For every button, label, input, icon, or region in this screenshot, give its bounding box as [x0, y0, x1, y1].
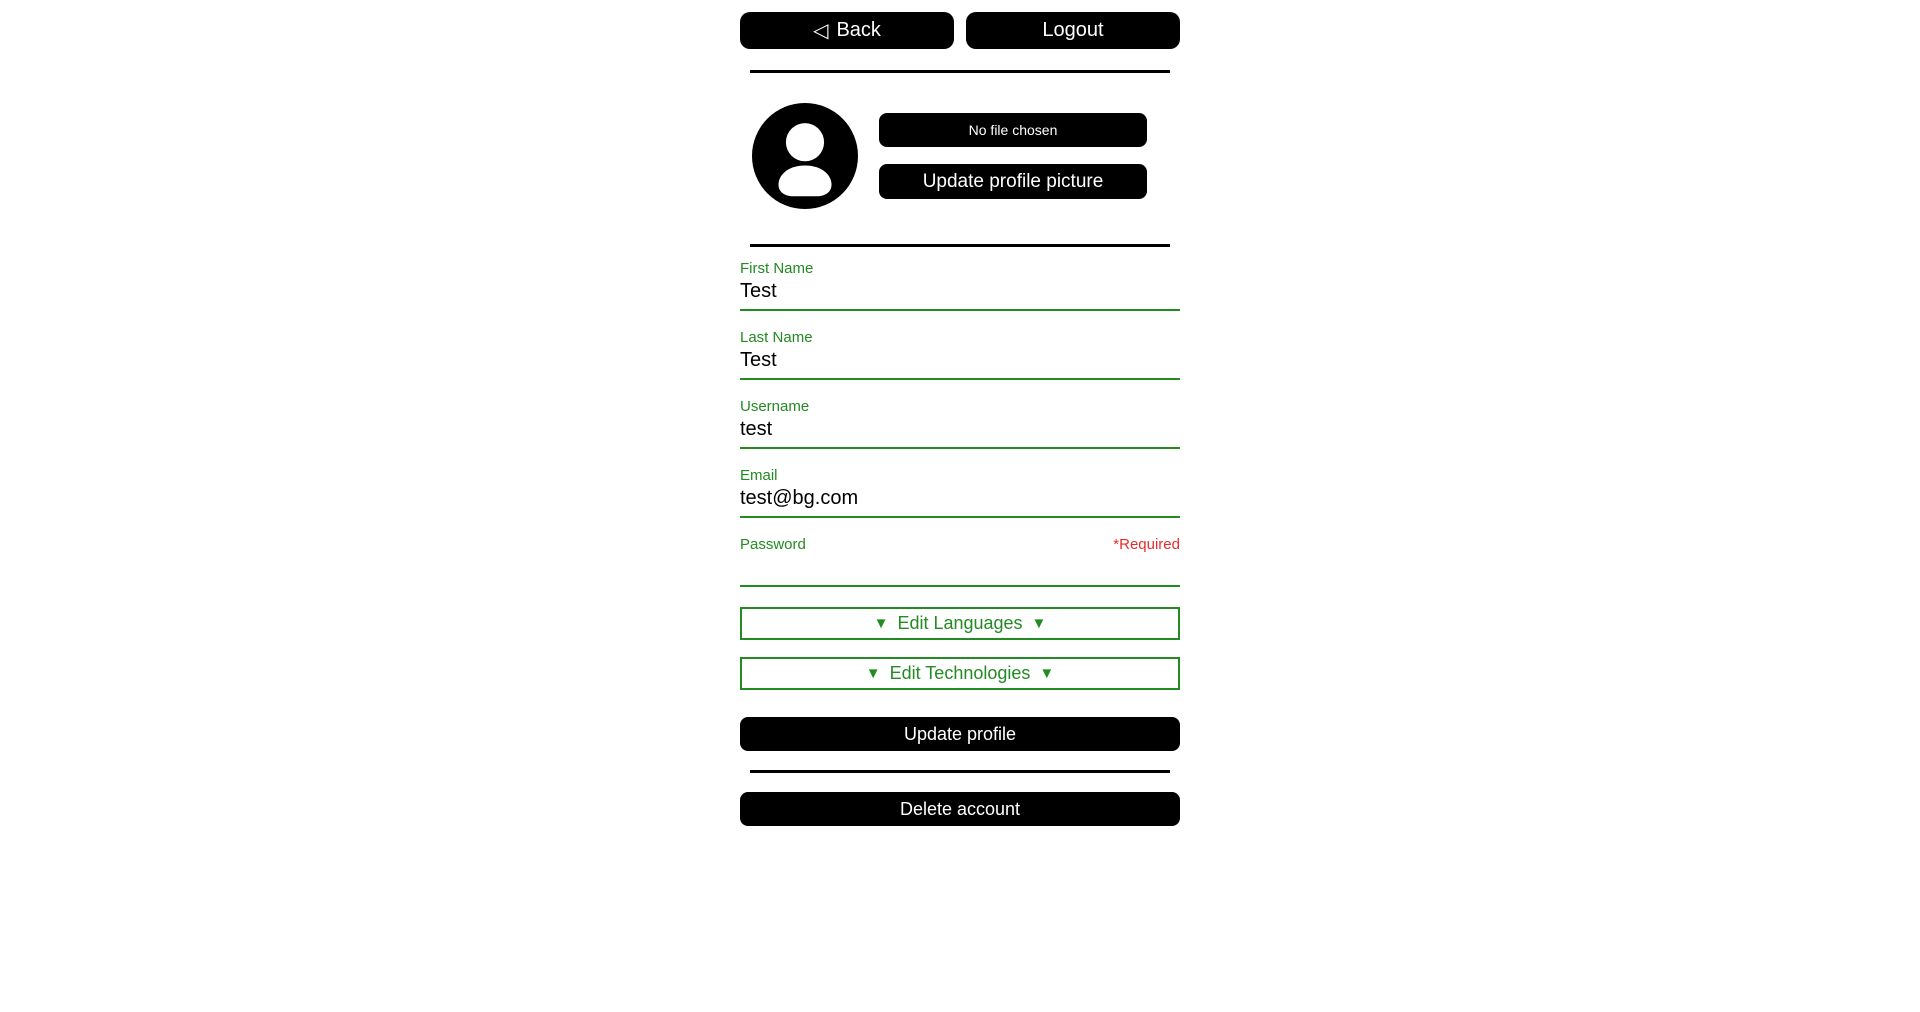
profile-page	[740, 0, 1180, 826]
divider	[750, 770, 1170, 773]
edit-technologies-button[interactable]	[740, 657, 1180, 690]
password-field-group	[740, 536, 1180, 587]
picture-buttons	[879, 113, 1147, 199]
back-button-label: Back	[836, 19, 881, 41]
edit-languages-button[interactable]	[740, 607, 1180, 640]
back-button[interactable]	[740, 12, 954, 49]
chevron-down-icon: ▼	[1031, 615, 1047, 632]
username-label: Username	[740, 398, 810, 415]
top-button-row	[740, 12, 1180, 49]
password-input[interactable]	[740, 553, 1180, 585]
divider	[750, 244, 1170, 247]
profile-form	[740, 260, 1180, 751]
update-profile-label: Update profile	[903, 723, 1017, 744]
update-profile-button[interactable]	[740, 717, 1180, 751]
logout-button-label: Logout	[1042, 19, 1104, 41]
file-input[interactable]	[879, 113, 1147, 147]
file-input-status: No file chosen	[968, 122, 1058, 138]
chevron-down-icon: ▼	[873, 615, 889, 632]
last-name-field-group	[740, 329, 1180, 380]
avatar	[752, 103, 858, 209]
username-field-group	[740, 398, 1180, 449]
edit-languages-label: Edit Languages	[897, 613, 1023, 633]
delete-account-button[interactable]	[740, 792, 1180, 826]
username-input[interactable]	[740, 415, 1180, 447]
first-name-input[interactable]	[740, 277, 1180, 309]
email-input[interactable]	[740, 484, 1180, 516]
update-profile-picture-label: Update profile picture	[922, 170, 1104, 192]
required-badge: *Required	[1113, 536, 1180, 553]
back-arrow-icon: ◁	[813, 20, 829, 42]
password-label: Password	[740, 536, 806, 553]
first-name-field-group	[740, 260, 1180, 311]
logout-button[interactable]	[966, 12, 1180, 49]
chevron-down-icon: ▼	[865, 665, 881, 682]
last-name-label: Last Name	[740, 329, 813, 346]
chevron-down-icon: ▼	[1039, 665, 1055, 682]
divider	[750, 70, 1170, 73]
email-field-group	[740, 467, 1180, 518]
email-label: Email	[740, 467, 778, 484]
first-name-label: First Name	[740, 260, 814, 277]
last-name-input[interactable]	[740, 346, 1180, 378]
update-profile-picture-button[interactable]	[879, 164, 1147, 199]
edit-technologies-label: Edit Technologies	[889, 663, 1031, 683]
profile-picture-section	[740, 103, 1180, 209]
delete-account-label: Delete account	[899, 798, 1021, 819]
person-circle-icon	[752, 103, 858, 209]
